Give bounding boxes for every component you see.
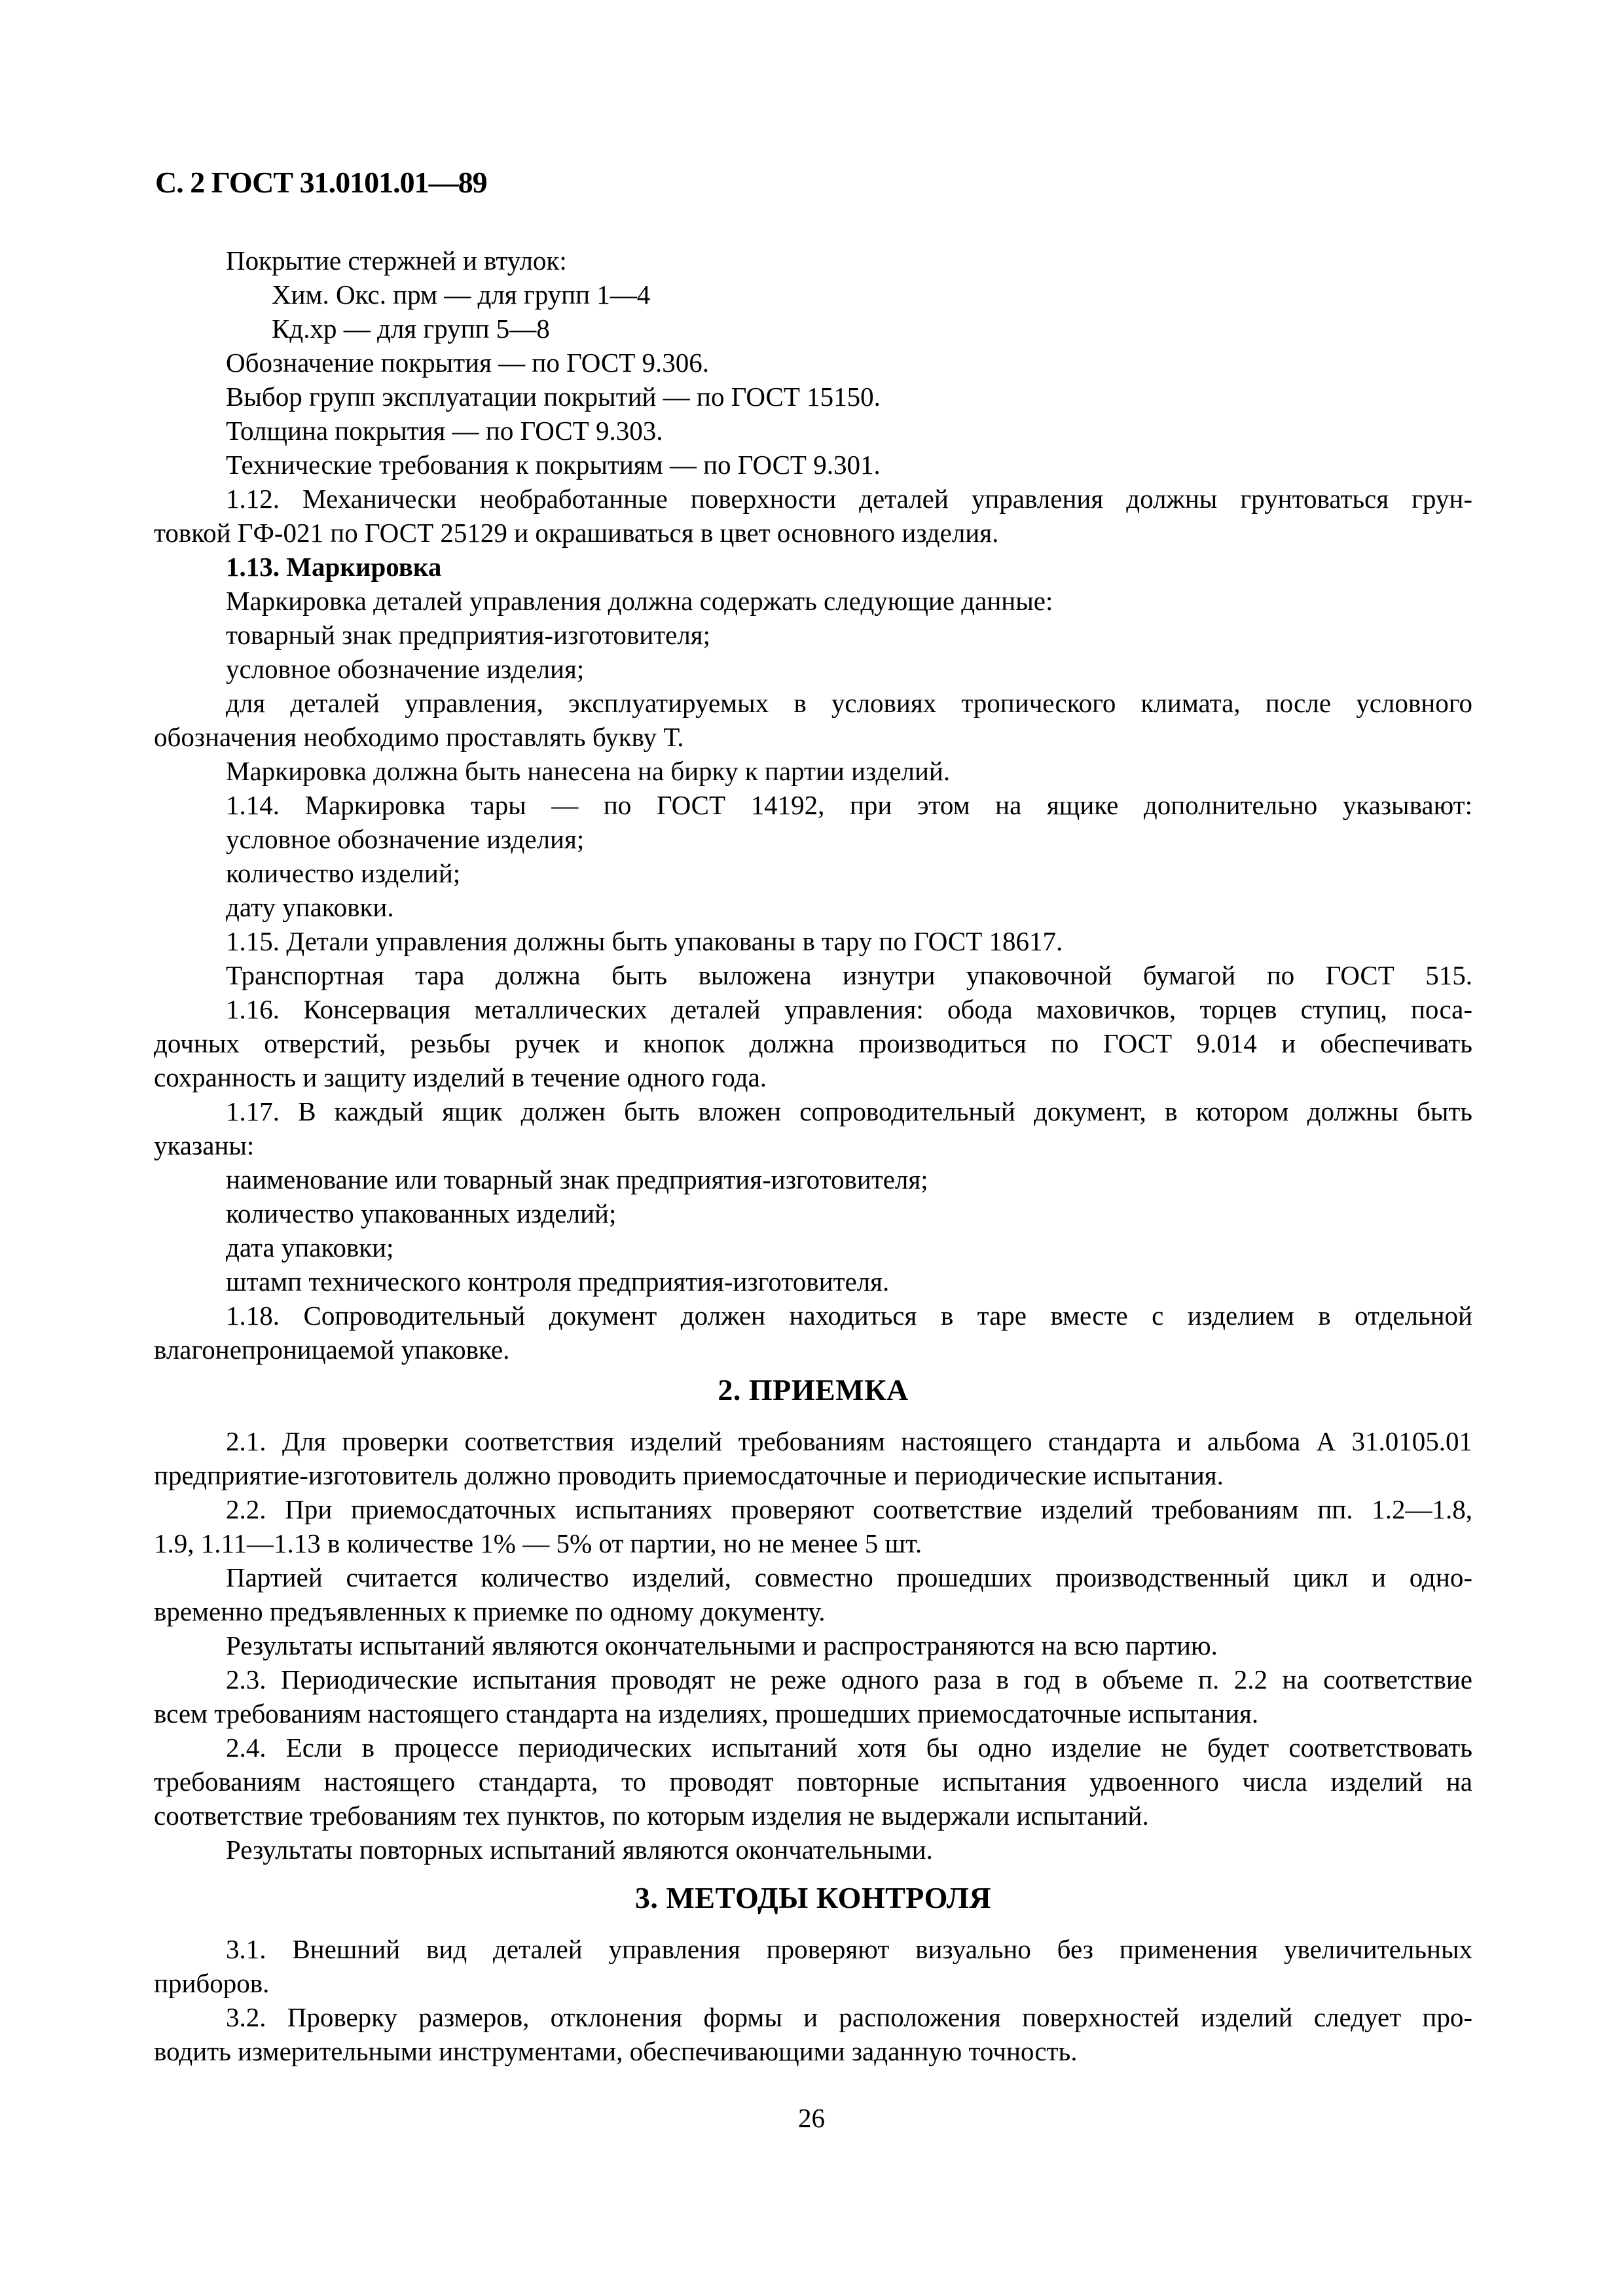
doc-body	[154, 243, 1472, 2068]
text-line: 3.2. Проверку размеров, отклонения формы и расположения поверхностей изделий следует про-	[226, 2002, 1472, 2032]
text-line: 2.1. Для проверки соответствия изделий требованиям настоящего стандарта и альбома А 31.0105.01	[226, 1426, 1472, 1456]
text-line: всем требованиям настоящего стандарта на изделиях, прошедших приемосдаточные испытания.	[154, 1698, 1259, 1729]
text-line: Хим. Окс. прм — для групп 1—4	[272, 279, 651, 310]
text-line: 1.15. Детали управления должны быть упакованы в тару по ГОСТ 18617.	[226, 926, 1063, 956]
text-line: товкой ГФ-021 по ГОСТ 25129 и окрашиваться в цвет основного изделия.	[154, 518, 999, 548]
text-line: обозначения необходимо проставлять букву Т.	[154, 722, 684, 752]
text-line: Результаты испытаний являются окончательными и распространяются на всю партию.	[226, 1630, 1218, 1660]
text-line: Покрытие стержней и втулок:	[226, 245, 567, 276]
page-number: 26	[798, 2103, 825, 2133]
text-line: наименование или товарный знак предприятия-изготовителя;	[226, 1164, 928, 1194]
text-line: Маркировка должна быть нанесена на бирку к партии изделий.	[226, 756, 951, 786]
text-line: водить измерительными инструментами, обеспечивающими заданную точность.	[154, 2036, 1078, 2066]
text-line: 1.17. В каждый ящик должен быть вложен сопроводительный документ, в котором должны быть	[226, 1096, 1472, 1126]
text-line: 2.4. Если в процессе периодических испытаний хотя бы одно изделие не будет соответствовать	[226, 1732, 1472, 1763]
text-line: Кд.хр — для групп 5—8	[272, 314, 550, 344]
text-line: условное обозначение изделия;	[226, 654, 585, 684]
text-line: Обозначение покрытия — по ГОСТ 9.306.	[226, 348, 710, 378]
text-line: Партией считается количество изделий, совместно прошедших производственный цикл и одно-	[226, 1562, 1472, 1592]
text-line: 1.14. Маркировка тары — по ГОСТ 14192, при этом на ящике дополнительно указывают:	[226, 790, 1472, 820]
text-line: требованиям настоящего стандарта, то проводят повторные испытания удвоенного числа изделий на	[154, 1767, 1472, 1797]
text-line: Технические требования к покрытиям — по ГОСТ 9.301.	[226, 450, 881, 480]
text-line: сохранность и защиту изделий в течение одного года.	[154, 1062, 767, 1092]
text-line: соответствие требованиям тех пунктов, по которым изделия не выдержали испытаний.	[154, 1801, 1149, 1831]
section-heading: 3. МЕТОДЫ КОНТРОЛЯ	[634, 1881, 992, 1914]
text-line: Толщина покрытия — по ГОСТ 9.303.	[226, 416, 663, 446]
text-line: условное обозначение изделия;	[226, 824, 585, 854]
text-line: дата упаковки;	[226, 1232, 394, 1263]
text-line: количество упакованных изделий;	[226, 1198, 617, 1229]
text-line: 1.16. Консервация металлических деталей управления: обода маховичков, торцев ступиц, поса-	[226, 994, 1472, 1024]
text-line: 2.3. Периодические испытания проводят не реже одного раза в год в объеме п. 2.2 на соответствие	[226, 1664, 1472, 1695]
text-line: количество изделий;	[226, 858, 461, 888]
text-line: Выбор групп эксплуатации покрытий — по ГОСТ 15150.	[226, 382, 881, 412]
text-line: влагонепроницаемой упаковке.	[154, 1335, 510, 1365]
text-line: Транспортная тара должна быть выложена изнутри упаковочной бумагой по ГОСТ 515.	[226, 960, 1472, 990]
text-line: 1.18. Сопроводительный документ должен находиться в таре вместе с изделием в отдельной	[226, 1300, 1472, 1331]
text-line: товарный знак предприятия-изготовителя;	[226, 620, 711, 650]
text-line: штамп технического контроля предприятия-изготовителя.	[226, 1266, 890, 1297]
text-line: временно предъявленных к приемке по одному документу.	[154, 1596, 826, 1626]
text-line: 1.12. Механически необработанные поверхности деталей управления должны грунтоваться грун-	[226, 484, 1472, 514]
text-line: Результаты повторных испытаний являются окончательными.	[226, 1835, 933, 1865]
text-line: 2.2. При приемосдаточных испытаниях проверяют соответствие изделий требованиям пп. 1.2—1.8,	[226, 1494, 1472, 1524]
text-line: 3.1. Внешний вид деталей управления проверяют визуально без применения увеличительных	[226, 1934, 1472, 1964]
text-line: предприятие-изготовитель должно проводить приемосдаточные и периодические испытания.	[154, 1460, 1224, 1490]
text-line: дочных отверстий, резьбы ручек и кнопок должна производиться по ГОСТ 9.014 и обеспечивать	[154, 1028, 1472, 1058]
text-line: Маркировка деталей управления должна содержать следующие данные:	[226, 586, 1053, 616]
text-line: приборов.	[154, 1968, 270, 1998]
text-line: дату упаковки.	[226, 892, 394, 922]
text-line: для деталей управления, эксплуатируемых в условиях тропического климата, после условного	[226, 688, 1472, 718]
text-line: 1.13. Маркировка	[226, 552, 442, 582]
page-header: С. 2 ГОСТ 31.0101.01—89	[155, 166, 487, 199]
text-line: 1.9, 1.11—1.13 в количестве 1% — 5% от партии, но не менее 5 шт.	[154, 1528, 922, 1558]
section-heading: 2. ПРИЕМКА	[718, 1373, 909, 1407]
text-line: указаны:	[154, 1130, 255, 1160]
